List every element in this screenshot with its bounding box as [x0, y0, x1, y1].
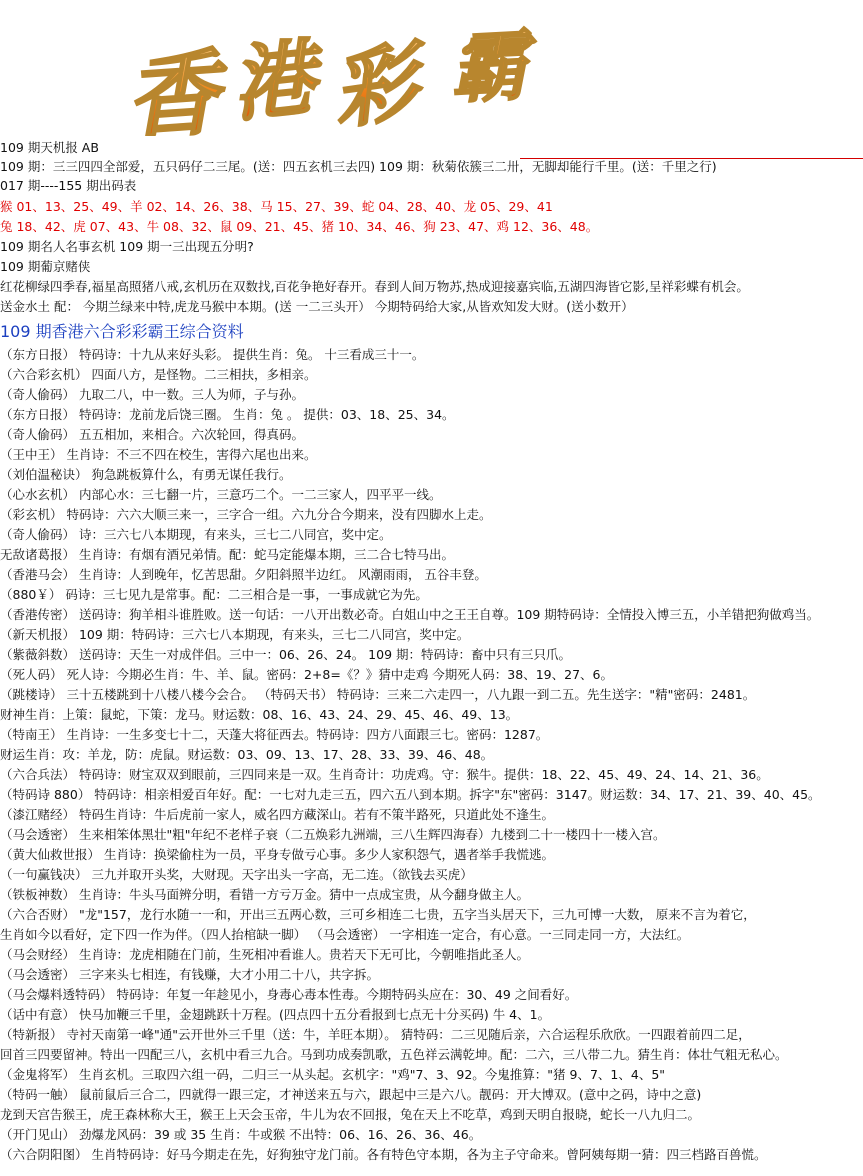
entry-line: （六合阴阳图） 生肖特码诗：好马今期走在先，好狗独守龙门前。各有特色守本期，各为主子守命来。曾阿姨每期一猜：四三档路百兽慌。	[0, 1147, 767, 1162]
entry-line: （话中有意） 快马加鞭三千里，金翅跳跃十万程。(四点四十五分看报到七点无十分买码) 牛 4、1。	[0, 1007, 551, 1022]
logo-char-3: 彩	[326, 30, 424, 136]
entry-line: （黄大仙救世报） 生肖诗：换梁偷柱为一员，平身专做亏心事。多少人家积怨气，遇者举手我慌逃。	[0, 847, 554, 862]
entry-line: （六合彩玄机） 四面八方，是怪物。二三相扶，多相亲。	[0, 367, 317, 382]
entry-line: （金鬼将军） 生肖玄机。三取四六组一码，二归三一从头起。玄机字："鸡"7、3、92。今鬼推算："猪 9、7、1、4、5"	[0, 1067, 666, 1082]
entry-line: （马会财经） 生肖诗：龙虎相随在门前，生死相冲看谁人。贵若天下无可比，今朝唯指此圣人。	[0, 947, 529, 962]
logo-artwork	[120, 18, 550, 136]
entry-line: （880￥） 码诗：三七见九是常事。配：二三相合是一事，一事成就它为先。	[0, 587, 428, 602]
entry-line: （马会爆料透特码） 特码诗：年复一年趁见小，身毒心毒本性毒。今期特码头应在：30、49 之间看好。	[0, 987, 578, 1002]
entry-line: 财神生肖：上策：鼠蛇，下策：龙马。财运数：08、16、43、24、29、45、46、49、13。	[0, 707, 519, 722]
entry-line: 龙到天宫告猴王，虎王森林称大王，猴王上天会玉帝，牛儿为农不回报，兔在天上不吃草，鸡到天明自报晓，蛇长一八九归二。	[0, 1107, 701, 1122]
intro-line-3: 红花柳绿四季春,福星高照猪八戒,玄机历在双数找,百花争艳好春开。春到人间万物苏,热成迎接嘉宾临,五湖四海皆它影,呈祥彩蝶有机会。	[0, 279, 749, 294]
entry-line: （死人码） 死人诗：今期必生肖：牛、羊、鼠。密码：2+8=《？》猜中走鸡 今期死人码：38、19、27、6。	[0, 667, 613, 682]
entry-line: （马会透密） 三字来头七相连，有钱赚，大才小用二十八，共字拆。	[0, 967, 379, 982]
zodiac-line-2: 兔 18、42、虎 07、43、牛 08、32、鼠 09、21、45、猪 10、34、46、狗 23、47、鸡 12、36、48。	[0, 219, 599, 234]
entry-line: （东方日报） 特码诗：龙前龙后饶三圈。 生肖：兔 。 提供：03、18、25、34。	[0, 407, 455, 422]
section-title: 109 期香港六合彩彩霸王综合资料	[0, 322, 244, 341]
entry-line: （特新报） 寺衬天南第一峰"通"云开世外三千里（送：牛，羊旺本期）。 猜特码：二三见随后亲，六合运程乐欣欣。一四跟着前四二足，	[0, 1027, 751, 1042]
zodiac-line-1: 猴 01、13、25、49、羊 02、14、26、38、马 15、27、39、蛇 04、28、40、龙 05、29、41	[0, 199, 553, 214]
entry-line: （马会透密） 生来相笨体黑壮"粗"年纪不老样子衰（二五焕彩九洲端，三八生辉四海春）九楼到二十一楼四十一楼入宫。	[0, 827, 666, 842]
content	[0, 138, 863, 1165]
entry-line: （心水玄机） 内部心水：三七翻一片，三意巧二个。一二三家人，四平平一线。	[0, 487, 442, 502]
intro-line-4: 送金水土 配： 今期兰绿来中特,虎龙马猴中本期。(送 一二三头开） 今期特码给大家,从皆欢知发大财。(送小数开）	[0, 299, 634, 314]
entry-line: （东方日报） 特码诗：十九从来好头彩。 提供生肖：兔。 十三看成三十一。	[0, 347, 425, 362]
entry-line: 生肖如今以看好，定下四一作为伴。（四人抬棺缺一脚） （马会透密） 一字相连一定合，有心意。一三同走同一方，大法红。	[0, 927, 690, 942]
entry-line: （开门见山） 劲爆龙风码：39 或 35 生肖：牛或猴 不出特：06、16、26、36、46。	[0, 1127, 482, 1142]
entry-line: （王中王） 生肖诗：不三不四在校生，害得六尾也出来。	[0, 447, 317, 462]
header-line-3: 017 期----155 期出码表	[0, 178, 137, 193]
entry-line: （跳楼诗） 三十五楼跳到十八楼八楼今会合。 （特码天书） 特码诗：三来二六走四一，八九跟一到二五。先生送字："精"密码：2481。	[0, 687, 756, 702]
entry-line: （漆江赌经） 特码生肖诗：牛后虎前一家人，威名四方藏深山。若有不策半路死，只道此处不逢生。	[0, 807, 554, 822]
entry-line: （紫薇斜数） 送码诗：天生一对成伴侣。三中一：06、26、24。 109 期：特码诗：畜中只有三只爪。	[0, 647, 571, 662]
entry-line: （六合兵法） 特码诗：财宝双双到眼前，三四同来是一双。生肖奇计：功虎鸡。守：猴牛。提供：18、22、45、49、24、14、21、36。	[0, 767, 769, 782]
logo-char-4: 霸	[448, 20, 529, 114]
entry-line: （六合否财） "龙"157，龙行水随一一和，开出三五两心数，三可乡相连二七贵，五字当头居天下，三九可博一大数， 原来不言为着它，	[0, 907, 756, 922]
entry-line: （刘伯温秘诀） 狗急跳板算什么，有勇无谋任我行。	[0, 467, 292, 482]
entry-line: （香港马会） 生肖诗：人到晚年，忆苦思甜。夕阳斜照半边红。 风潮雨雨， 五谷丰登。	[0, 567, 487, 582]
logo-char-2: 港	[227, 29, 320, 134]
logo	[120, 18, 550, 136]
entry-line: （特南王） 生肖诗：一生多变七十二，天蓬大将征西去。特码诗：四方八面跟三七。密码：1287。	[0, 727, 549, 742]
entry-line: （香港传密） 送码诗：狗羊相斗谁胜败。送一句话：一八开出数必奇。白姐山中之王王自尊。109 期特码诗：全情投入博三五，小羊错把狗做鸡当。	[0, 607, 820, 622]
entry-line: （一句赢钱决） 三九并取开头奖，大财现。天字出头一字高，无二连。（欲钱去买虎）	[0, 867, 473, 882]
entry-line: 回首三四要留神。特出一四配三八，玄机中看三九合。马到功成奏凯歌，五色祥云满乾坤。配：二六，三八带二九。猜生肖：体壮气粗无私心。	[0, 1047, 788, 1062]
entry-line: （铁板神数） 生肖诗：牛头马面辨分明，看错一方亏万金。猜中一点成宝贵，从今翻身做主人。	[0, 887, 529, 902]
entry-line: （奇人偷码） 九取二八，中一数。三人为师，子与孙。	[0, 387, 304, 402]
intro-line-2: 109 期葡京赌侠	[0, 259, 91, 274]
logo-char-1: 香	[122, 38, 222, 136]
header-line-2: 109 期：三三四四全部爱，五只码仔二三尾。(送：四五玄机三去四) 109 期：秋菊依簇三二卅，无脚却能行千里。(送：千里之行)	[0, 159, 717, 174]
entry-line: （新天机报） 109 期：特码诗：三六七八本期现，有来头，三七二八同宫，奖中定。	[0, 627, 470, 642]
header-line-1: 109 期天机报 AB	[0, 140, 99, 155]
entry-line: （特码诗 880） 特码诗：相亲相爱百年好。配：一七对九走三五，四六五八到本期。拆字"东"密码：3147。财运数：34、17、21、39、40、45。	[0, 787, 821, 802]
entry-line: 无敌诸葛报） 生肖诗：有烟有酒兄弟情。配：蛇马定能爆本期，三二合七特马出。	[0, 547, 454, 562]
entry-line: 财运生肖：攻：羊龙，防：虎鼠。财运数：03、09、13、17、28、33、39、46、48。	[0, 747, 494, 762]
entry-line: （奇人偷码） 诗：三六七八本期现，有来头，三七二八同宫，奖中定。	[0, 527, 392, 542]
intro-line-1: 109 期名人名事玄机 109 期一三出现五分明?	[0, 239, 254, 254]
entry-line: （奇人偷码） 五五相加，来相合。六次轮回，得真码。	[0, 427, 304, 442]
entry-line: （特码一触） 鼠前鼠后三合二，四就得一跟三定，才神送来五与六，跟起中三是六八。靓码：开大博双。(意中之码，诗中之意)	[0, 1087, 702, 1102]
entry-line: （彩玄机） 特码诗：六六大顺三来一，三字合一组。六九分合今期来，没有四脚水上走。	[0, 507, 492, 522]
